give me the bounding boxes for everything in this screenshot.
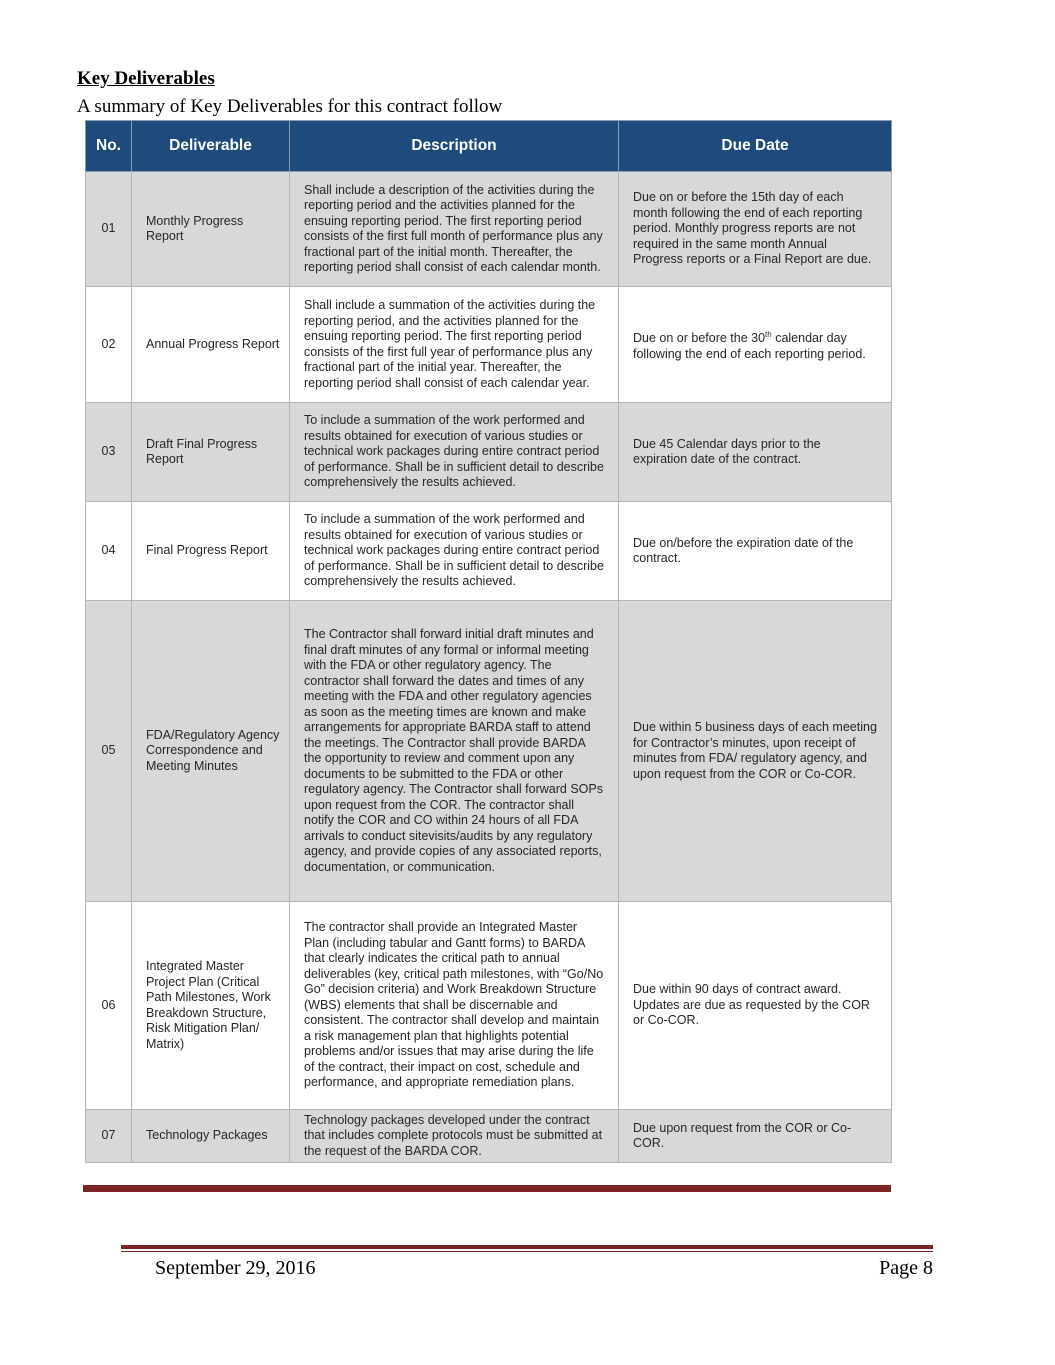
deliverable-due-date: Due on or before the 15th day of each month following the end of each reporting period. Monthly progress reports are not required in the same month Annual Progress reports or a Final Report are due. — [619, 172, 892, 287]
deliverable-description: Shall include a summation of the activities during the reporting period, and the activities planned for the ensuing reporting period. The first reporting period consists of the first full year of performance plus any fractional part of the initial year. Thereafter, the reporting period shall consist of each calendar year. — [290, 287, 619, 403]
footer-page-number: Page 8 — [879, 1257, 933, 1279]
section-divider — [83, 1185, 891, 1192]
deliverable-description: Technology packages developed under the contract that includes complete protocols must be submitted at the request of the BARDA COR. — [290, 1110, 619, 1163]
deliverable-name: Annual Progress Report — [132, 287, 290, 403]
row-number: 05 — [86, 601, 132, 902]
deliverable-name: Integrated Master Project Plan (Critical Path Milestones, Work Breakdown Structure, Risk Mitigation Plan/ Matrix) — [132, 902, 290, 1110]
footer-date: September 29, 2016 — [155, 1257, 316, 1279]
table-row — [86, 601, 892, 902]
deliverable-name: Final Progress Report — [132, 502, 290, 601]
deliverable-name: FDA/Regulatory Agency Correspondence and Meeting Minutes — [132, 601, 290, 902]
header-due-date: Due Date — [619, 121, 892, 172]
header-description: Description — [290, 121, 619, 172]
section-intro: A summary of Key Deliverables for this contract follow — [77, 96, 503, 117]
deliverable-name: Draft Final Progress Report — [132, 403, 290, 502]
deliverable-description: The Contractor shall forward initial draft minutes and final draft minutes of any formal or informal meeting with the FDA or other regulatory agency. The contractor shall forward the dates and times of any meeting with the FDA and other regulatory agencies as soon as the meeting times are known and make arrangements for appropriate BARDA staff to attend the meetings. The Contractor shall provide BARDA the opportunity to review and comment upon any documents to be submitted to the FDA or other regulatory agency. The Contractor shall forward SOPs upon request from the COR. The contractor shall notify the COR and CO within 24 hours of all FDA arrivals to conduct sitevisits/audits by any regulatory agency, and provide copies of any associated reports, documentation, or communication. — [290, 601, 619, 902]
table-row — [86, 1110, 892, 1163]
deliverable-description: Shall include a description of the activities during the reporting period and the activities planned for the ensuing reporting period. The first reporting period consists of the first full month of performance plus any fractional part of the initial month. Thereafter, the reporting period shall consist of each calendar month. — [290, 172, 619, 287]
ordinal-suffix: th — [765, 329, 772, 339]
deliverable-description: The contractor shall provide an Integrated Master Plan (including tabular and Gantt forms) to BARDA that clearly indicates the critical path to annual deliverables (key, critical path milestones, with “Go/No Go” decision criteria) and Work Breakdown Structure (WBS) elements that shall be discernable and consistent. The contractor shall develop and maintain a risk management plan that highlights potential problems and/or issues that may arise during the life of the contract, their impact on cost, schedule and performance, and appropriate remediation plans. — [290, 902, 619, 1110]
deliverable-description: To include a summation of the work performed and results obtained for execution of various studies or technical work packages during entire contract period of performance. Shall be in sufficient detail to describe comprehensively the results achieved. — [290, 502, 619, 601]
due-date-text: calendar day following the end of each reporting period. — [633, 331, 866, 361]
table-row — [86, 403, 892, 502]
deliverable-due-date: Due within 5 business days of each meeting for Contractor’s minutes, upon receipt of minutes from FDA/ regulatory agency, and upon request from the COR or Co-COR. — [619, 601, 892, 902]
table-row — [86, 502, 892, 601]
table-row — [86, 902, 892, 1110]
row-number: 01 — [86, 172, 132, 287]
table-header-row — [86, 121, 892, 172]
deliverables-table — [85, 120, 892, 1163]
deliverable-name: Monthly Progress Report — [132, 172, 290, 287]
header-deliverable: Deliverable — [132, 121, 290, 172]
row-number: 02 — [86, 287, 132, 403]
deliverable-due-date: Due upon request from the COR or Co-COR. — [619, 1110, 892, 1163]
deliverable-name: Technology Packages — [132, 1110, 290, 1163]
row-number: 07 — [86, 1110, 132, 1163]
row-number: 04 — [86, 502, 132, 601]
footer-rule-thin — [121, 1251, 933, 1252]
deliverable-due-date: Due 45 Calendar days prior to the expiration date of the contract. — [619, 403, 892, 502]
footer-rule-thick — [121, 1245, 933, 1249]
deliverable-due-date: Due on/before the expiration date of the contract. — [619, 502, 892, 601]
section-heading: Key Deliverables — [77, 68, 215, 89]
row-number: 06 — [86, 902, 132, 1110]
row-number: 03 — [86, 403, 132, 502]
table-row — [86, 287, 892, 403]
header-no: No. — [86, 121, 132, 172]
due-date-text: Due on or before the 30 — [633, 331, 766, 346]
deliverable-description: To include a summation of the work performed and results obtained for execution of various studies or technical work packages during entire contract period of performance. Shall be in sufficient detail to describe comprehensively the results achieved. — [290, 403, 619, 502]
deliverable-due-date: Due within 90 days of contract award. Updates are due as requested by the COR or Co-COR. — [619, 902, 892, 1110]
table-row — [86, 172, 892, 287]
deliverable-due-date — [619, 287, 892, 403]
